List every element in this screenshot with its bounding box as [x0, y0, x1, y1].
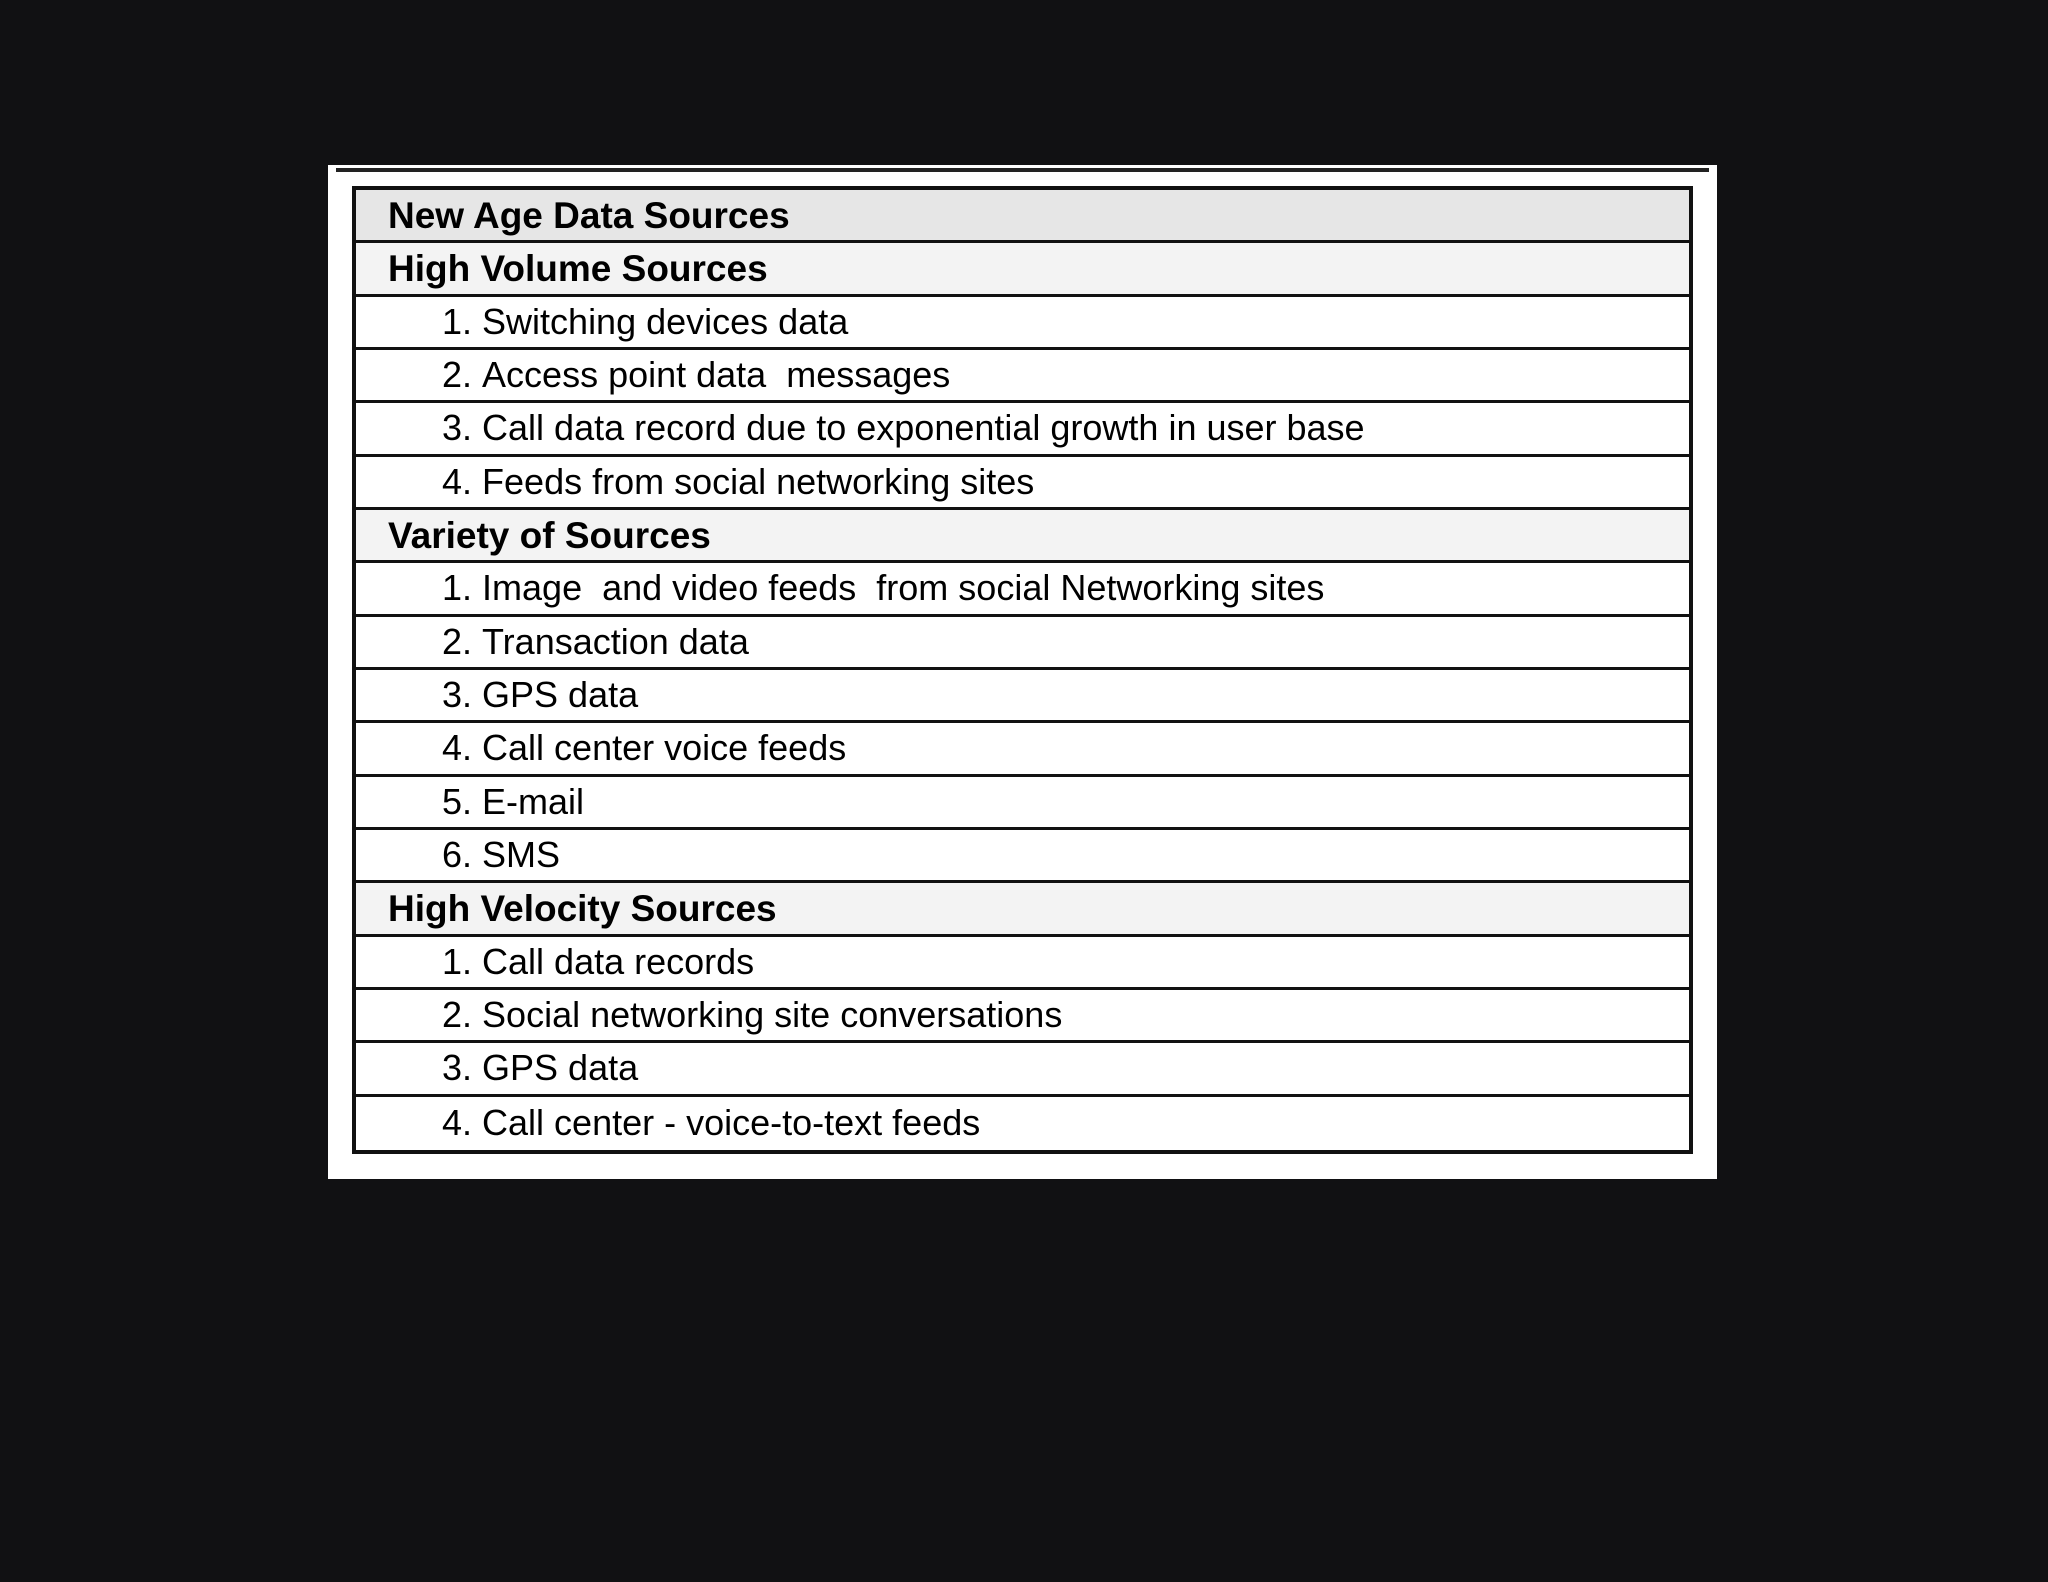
- item-text: Image and video feeds from social Networking sites: [482, 567, 1325, 609]
- table-row: [356, 937, 1689, 990]
- item-text: Social networking site conversations: [482, 994, 1063, 1036]
- table-row: [356, 830, 1689, 883]
- item-text: Switching devices data: [482, 300, 849, 342]
- item-number: 3.: [442, 674, 473, 716]
- table-title: New Age Data Sources: [356, 190, 1689, 243]
- item-number: 2.: [442, 620, 473, 662]
- item-number: 2.: [442, 994, 473, 1036]
- item-number: 5.: [442, 780, 473, 822]
- table-row: [356, 457, 1689, 510]
- item-text: Access point data messages: [482, 354, 951, 396]
- data-sources-table: [352, 186, 1693, 1154]
- table-row: [356, 723, 1689, 776]
- item-number: 4.: [442, 460, 473, 502]
- section-heading-high-velocity: High Velocity Sources: [356, 883, 1689, 936]
- item-text: Transaction data: [482, 620, 749, 662]
- table-row: [356, 350, 1689, 403]
- document-card: [328, 165, 1717, 1179]
- item-number: 1.: [442, 300, 473, 342]
- table-row: [356, 990, 1689, 1043]
- table-row: [356, 1043, 1689, 1096]
- item-number: 1.: [442, 940, 473, 982]
- item-number: 2.: [442, 354, 473, 396]
- section-heading-variety: Variety of Sources: [356, 510, 1689, 563]
- table-row: [356, 670, 1689, 723]
- item-text: GPS data: [482, 674, 639, 716]
- section-heading-high-volume: High Volume Sources: [356, 243, 1689, 296]
- item-number: 1.: [442, 567, 473, 609]
- table-row: [356, 1097, 1689, 1150]
- table-row: [356, 777, 1689, 830]
- item-text: E-mail: [482, 780, 585, 822]
- item-text: Call center - voice-to-text feeds: [482, 1102, 981, 1144]
- item-text: GPS data: [482, 1047, 639, 1089]
- item-text: Call data record due to exponential growth in user base: [482, 407, 1365, 449]
- top-divider: [336, 168, 1709, 172]
- item-text: Feeds from social networking sites: [482, 460, 1035, 502]
- table-row: [356, 297, 1689, 350]
- table-row: [356, 617, 1689, 670]
- table-row: [356, 403, 1689, 456]
- item-text: Call data records: [482, 940, 755, 982]
- item-number: 4.: [442, 727, 473, 769]
- item-text: SMS: [482, 834, 561, 876]
- table-row: [356, 563, 1689, 616]
- item-number: 3.: [442, 1047, 473, 1089]
- item-number: 3.: [442, 407, 473, 449]
- item-number: 4.: [442, 1102, 473, 1144]
- item-number: 6.: [442, 834, 473, 876]
- item-text: Call center voice feeds: [482, 727, 847, 769]
